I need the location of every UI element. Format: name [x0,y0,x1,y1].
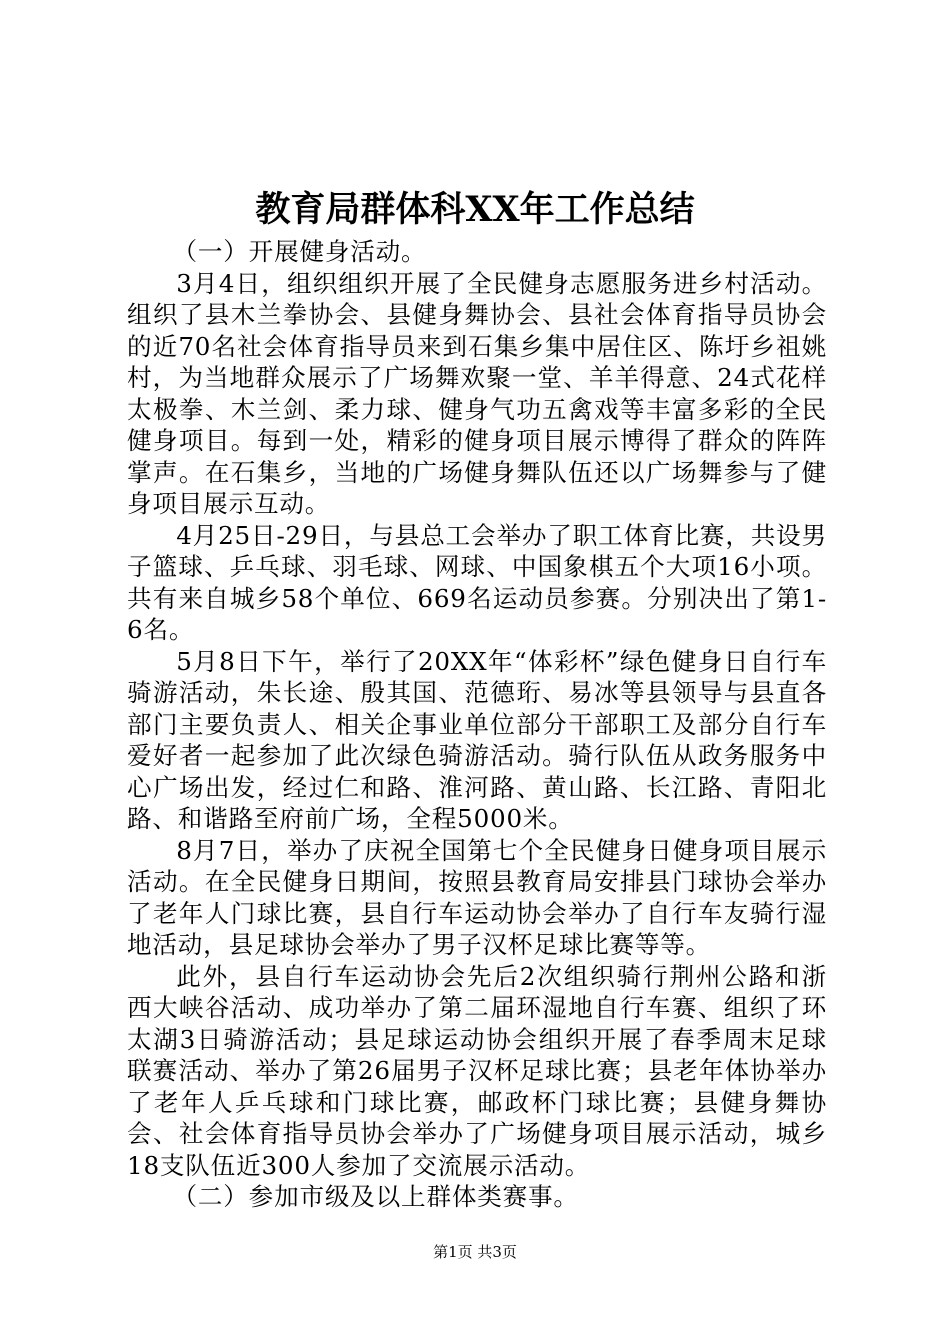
paragraph-other-activities: 此外，县自行车运动协会先后2次组织骑行荆州公路和浙西大峡谷活动、成功举办了第二届环湿地自行车赛、组织了环太湖3日骑游活动；县足球运动协会组织开展了春季周末足球联赛活动、举办了第26届男子汉杯足球比赛；县老年体协举办了老年人乒乓球和门球比赛，邮政杯门球比赛；县健身舞协会、社会体育指导员协会举办了广场健身项目展示活动，城乡18支队伍近300人参加了交流展示活动。 [127,961,827,1180]
paragraph-may-cycling: 5月8日下午，举行了20XX年“体彩杯”绿色健身日自行车骑游活动，朱长途、殷其国、范德珩、易冰等县领导与县直各部门主要负责人、相关企事业单位部分干部职工及部分自行车爱好者一起参加了此次绿色骑游活动。骑行队伍从政务服务中心广场出发，经过仁和路、淮河路、黄山路、长江路、青阳北路、和谐路至府前广场，全程5000米。 [127,646,827,833]
paragraph-april-competition: 4月25日-29日，与县总工会举办了职工体育比赛，共设男子篮球、乒乓球、羽毛球、网球、中国象棋五个大项16小项。共有来自城乡58个单位、669名运动员参赛。分别决出了第1-6名。 [127,520,827,644]
section-heading-2: （二）参加市级及以上群体类赛事。 [172,1182,579,1211]
section-heading-1: （一）开展健身活动。 [172,237,427,266]
paragraph-august-fitness-day: 8月7日，举办了庆祝全国第七个全民健身日健身项目展示活动。在全民健身日期间，按照县教育局安排县门球协会举办了老年人门球比赛，县自行车运动协会举办了自行车友骑行湿地活动，县足球协会举办了男子汉杯足球比赛等等。 [127,835,827,959]
page-number-footer: 第1页 共3页 [433,1243,517,1261]
paragraph-march-activity: 3月4日，组织组织开展了全民健身志愿服务进乡村活动。组织了县木兰拳协会、县健身舞协会、县社会体育指导员协会的近70名社会体育指导员来到石集乡集中居住区、陈圩乡祖姚村，为当地群众展示了广场舞欢聚一堂、羊羊得意、24式花样太极拳、木兰剑、柔力球、健身气功五禽戏等丰富多彩的全民健身项目。每到一处，精彩的健身项目展示博得了群众的阵阵掌声。在石集乡，当地的广场健身舞队伍还以广场舞参与了健身项目展示互动。 [127,268,827,518]
document-title: 教育局群体科XX年工作总结 [255,189,695,230]
document-body [127,236,827,1213]
